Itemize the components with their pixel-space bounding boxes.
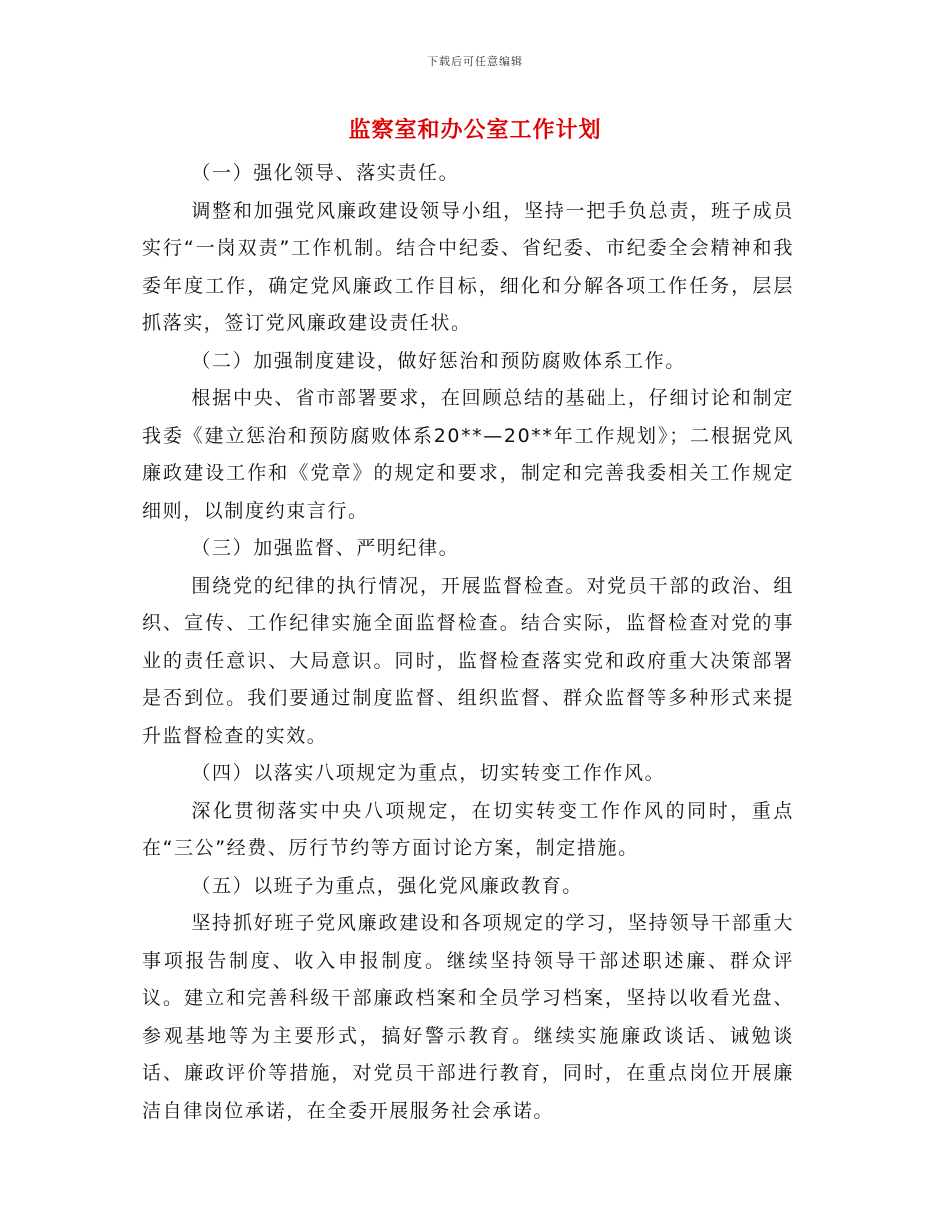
section-paragraph-2: 根据中央、省市部署要求，在回顾总结的基础上，仔细讨论和制定我委《建立惩治和预防腐败体系20**—20**年工作规划》；二根据党风廉政建设工作和《党章》的规定和要求，制定和完善我委相关工作规定细则，以制度约束言行。 bbox=[142, 387, 794, 522]
section-paragraph-5: 坚持抓好班子党风廉政建设和各项规定的学习，坚持领导干部重大事项报告制度、收入申报制度。继续坚持领导干部述职述廉、群众评议。建立和完善科级干部廉政档案和全员学习档案，坚持以收看光盘、参观基地等为主要形式，搞好警示教育。继续实施廉政谈话、诫勉谈话、廉政评价等措施，对党员干部进行教育，同时，在重点岗位开展廉洁自律岗位承诺，在全委开展服务社会承诺。 bbox=[142, 912, 794, 1122]
section-heading-1: （一）强化领导、落实责任。 bbox=[191, 162, 460, 184]
document-title: 监察室和办公室工作计划 bbox=[348, 118, 602, 143]
page-header: 下载后可任意编辑 bbox=[427, 55, 523, 68]
section-paragraph-3: 围绕党的纪律的执行情况，开展监督检查。对党员干部的政治、组织、宣传、工作纪律实施全面监督检查。结合实际，监督检查对党的事业的责任意识、大局意识。同时，监督检查落实党和政府重大决策部署是否到位。我们要通过制度监督、组织监督、群众监督等多种形式来提升监督检查的实效。 bbox=[142, 574, 794, 747]
section-paragraph-4: 深化贯彻落实中央八项规定，在切实转变工作作风的同时，重点在“三公”经费、厉行节约等方面讨论方案，制定措施。 bbox=[142, 799, 794, 859]
section-heading-5: （五）以班子为重点，强化党风廉政教育。 bbox=[191, 874, 583, 897]
section-heading-4: （四）以落实八项规定为重点，切实转变工作作风。 bbox=[191, 762, 666, 784]
document-body bbox=[142, 155, 794, 1130]
section-heading-3: （三）加强监督、严明纪律。 bbox=[191, 537, 460, 559]
section-heading-2: （二）加强制度建设，做好惩治和预防腐败体系工作。 bbox=[191, 349, 686, 372]
section-paragraph-1: 调整和加强党风廉政建设领导小组，坚持一把手负总责，班子成员实行“一岗双责”工作机制。结合中纪委、省纪委、市纪委全会精神和我委年度工作，确定党风廉政工作目标，细化和分解各项工作任务，层层抓落实，签订党风廉政建设责任状。 bbox=[142, 199, 794, 334]
